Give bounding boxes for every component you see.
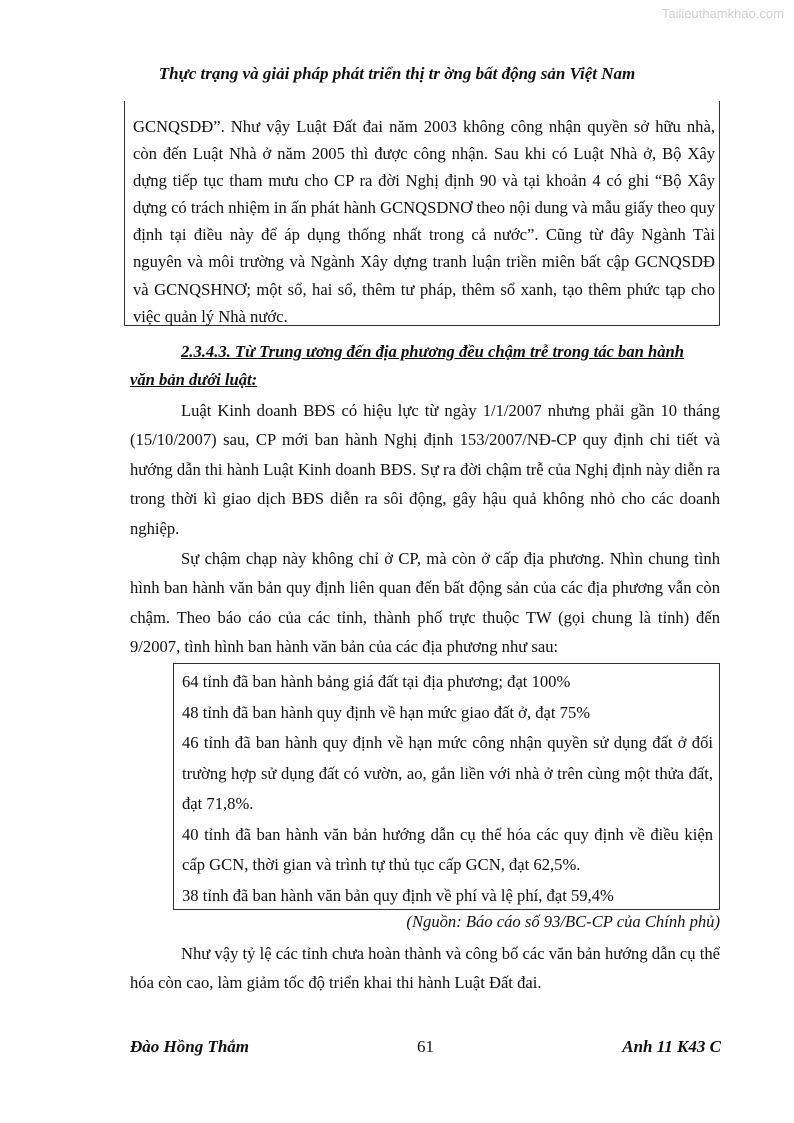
statistics-box bbox=[173, 663, 720, 910]
paragraph-1: Luật Kinh doanh BĐS có hiệu lực từ ngày 1/1/2007 nhưng phải gần 10 tháng (15/10/2007) sau, CP mới ban hành Nghị định 153/2007/NĐ-CP quy định chi tiết và hướng dẫn thi hành Luật Kinh doanh BĐS. Sự ra đời chậm trễ của Nghị định này diễn ra trong thời kì giao dịch BĐS diễn ra sôi động, gây hậu quả không nhỏ cho các doanh nghiệp. bbox=[130, 401, 720, 538]
source-citation: (Nguồn: Báo cáo số 93/BC-CP của Chính phủ) bbox=[406, 912, 720, 931]
footer-class: Anh 11 K43 C bbox=[622, 1037, 721, 1056]
running-header: Thực trạng và giải pháp phát triển thị tr ờng bất động sản Việt Nam bbox=[158, 64, 636, 83]
section-heading-line2: văn bản dưới luật: bbox=[130, 370, 258, 389]
stat-item: 64 tỉnh đã ban hành bảng giá đất tại địa phương; đạt 100% bbox=[182, 672, 571, 691]
stat-item: 38 tỉnh đã ban hành văn bản quy định về phí và lệ phí, đạt 59,4% bbox=[182, 885, 614, 905]
stat-item: 48 tỉnh đã ban hành quy định về hạn mức giao đất ở, đạt 75% bbox=[182, 702, 591, 722]
watermark: Tailieuthamkhao.com bbox=[661, 6, 784, 21]
stat-item: 40 tỉnh đã ban hành văn bản hướng dẫn cụ thể hóa các quy định về điều kiện cấp GCN, thời gian và trình tự thủ tục cấp GCN, đạt 62,5%. bbox=[182, 824, 713, 874]
quote-box bbox=[124, 101, 720, 326]
stat-item: 46 tỉnh đã ban hành quy định về hạn mức công nhận quyền sử dụng đất ở đối trường hợp sử dụng đất có vườn, ao, gắn liền với nhà ở trên cùng một thửa đất, đạt 71,8%. bbox=[182, 733, 713, 813]
section-heading-line1: 2.3.4.3. Từ Trung ương đến địa phương đều chậm trễ trong tác ban hành bbox=[181, 342, 684, 361]
paragraph-3: Như vậy tỷ lệ các tỉnh chưa hoàn thành và công bố các văn bản hướng dẫn cụ thể hóa còn cao, làm giảm tốc độ triển khai thi hành Luật Đất đai. bbox=[130, 944, 720, 993]
footer-author: Đào Hồng Thắm bbox=[130, 1037, 250, 1056]
page-number: 61 bbox=[417, 1037, 434, 1056]
section-heading bbox=[130, 338, 720, 394]
quote-box-text: GCNQSDĐ”. Như vậy Luật Đất đai năm 2003 không công nhận quyền sở hữu nhà, còn đến Luật Nhà ở năm 2005 thì được công nhận. Sau khi có Luật Nhà ở, Bộ Xây dựng tiếp tục tham mưu cho CP ra đời Nghị định 90 và tại khoản 4 có ghi “Bộ Xây dựng có trách nhiệm in ấn phát hành GCNQSDNƠ theo nội dung và mẫu giấy theo quy định tại điều này để áp dụng thống nhất trong cả nước”. Cũng từ đây Ngành Tài nguyên và môi trường và Ngành Xây dựng tranh luận triền miên bất cập GCNQSDĐ và GCNQSHNƠ; một sổ, hai sổ, thêm tư pháp, thêm sổ xanh, tạo thêm phức tạp cho việc quản lý Nhà nước. bbox=[133, 117, 715, 326]
paragraph-2: Sự chậm chạp này không chỉ ở CP, mà còn ở cấp địa phương. Nhìn chung tình hình ban hành văn bản quy định liên quan đến bất động sản của các địa phương vẫn còn chậm. Theo báo cáo của các tỉnh, thành phố trực thuộc TW (gọi chung là tỉnh) đến 9/2007, tình hình ban hành văn bản của các địa phương như sau: bbox=[130, 549, 720, 657]
